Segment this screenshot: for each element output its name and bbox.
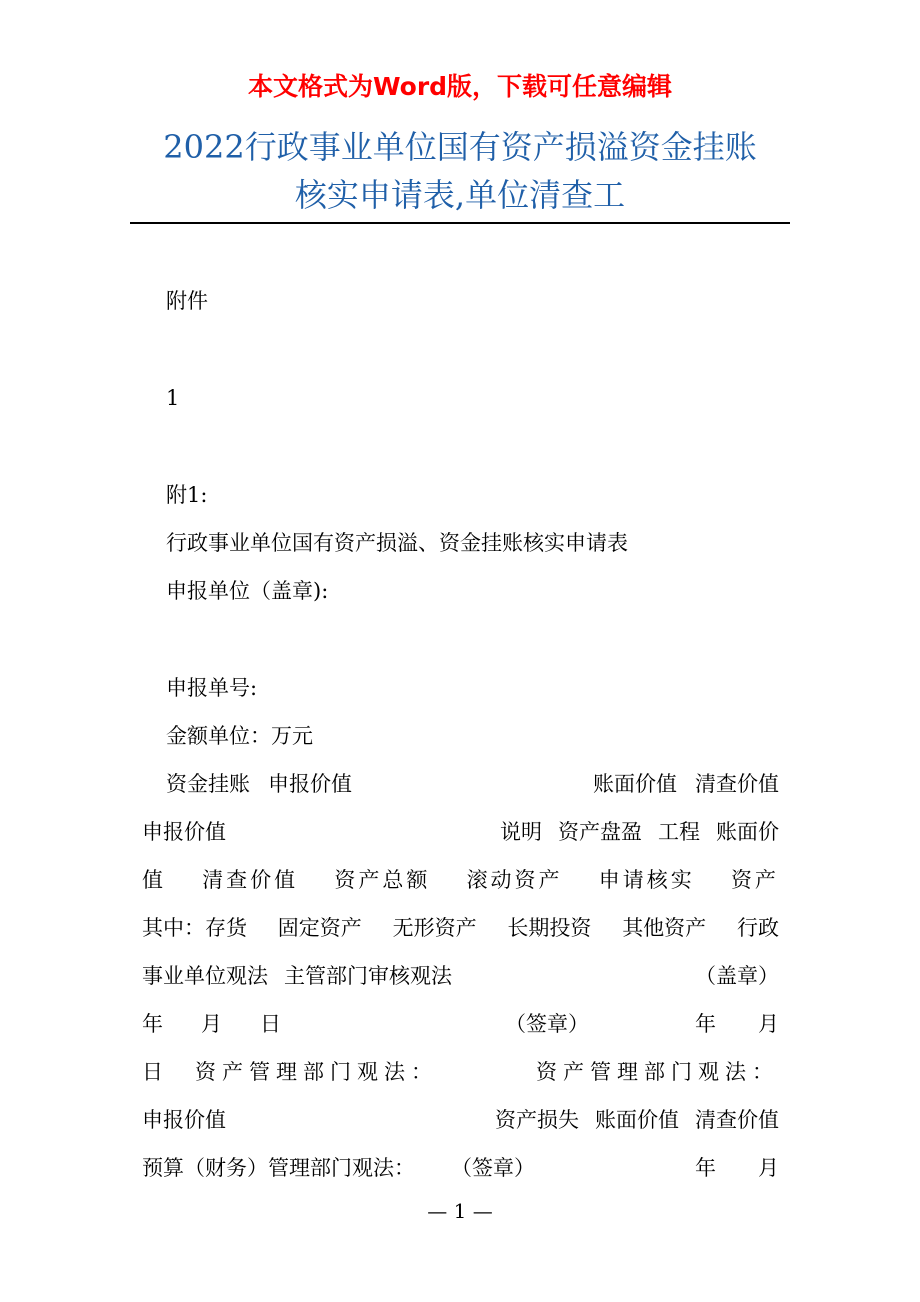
table-text-fragment: 日 bbox=[142, 1060, 169, 1084]
table-text-fragment: 申报价值 bbox=[142, 1108, 226, 1132]
table-text-fragment: 资产盘盈 bbox=[558, 820, 642, 844]
table-text-fragment: 长期投资 bbox=[507, 916, 592, 940]
table-text-fragment: 日 bbox=[260, 1012, 281, 1036]
table-text-fragment: 资产管理部门观法： bbox=[195, 1060, 438, 1084]
table-text-fragment: 账面价值 bbox=[595, 1108, 679, 1132]
table-text-line bbox=[142, 1009, 779, 1039]
table-text-fragment: 值 bbox=[142, 868, 166, 892]
table-text-fragment: 资产总额 bbox=[334, 868, 431, 892]
table-text-fragment: 资金挂账 bbox=[166, 772, 250, 796]
table-text-fragment: 说明 bbox=[500, 820, 542, 844]
table-text-fragment: 月 bbox=[201, 1012, 222, 1036]
table-text-fragment: 无形资产 bbox=[392, 916, 477, 940]
table-text-fragment: 工程 bbox=[658, 820, 700, 844]
table-text-fragment: （盖章） bbox=[695, 964, 779, 988]
table-text-fragment: 年 bbox=[695, 1156, 716, 1180]
table-text-fragment: 其中：存货 bbox=[142, 916, 247, 940]
table-text-fragment: 年 bbox=[142, 1012, 163, 1036]
table-text-fragment: 账面价值 bbox=[593, 772, 677, 796]
page-number: — 1 — bbox=[427, 1199, 493, 1223]
table-text-fragment: 事业单位观法 bbox=[142, 964, 268, 988]
application-number-line: 申报单号: bbox=[166, 676, 258, 700]
table-text-fragment: 其他资产 bbox=[622, 916, 707, 940]
table-text-fragment: 月 bbox=[758, 1012, 779, 1036]
document-title-line-2: 核实申请表,单位清查工 bbox=[294, 176, 626, 214]
document-title bbox=[130, 123, 790, 219]
appendix-label: 附1: bbox=[166, 483, 208, 507]
table-text-fragment: 行政 bbox=[736, 916, 779, 940]
table-text-line bbox=[142, 817, 779, 847]
table-text-fragment: 主管部门审核观法 bbox=[284, 964, 452, 988]
form-title: 行政事业单位国有资产损溢、资金挂账核实申请表 bbox=[166, 531, 628, 555]
table-text-line bbox=[142, 961, 779, 991]
table-text-line bbox=[142, 1105, 779, 1135]
table-text-line bbox=[142, 1153, 779, 1183]
table-text-fragment: 申报价值 bbox=[268, 772, 352, 796]
table-text-fragment: 清查价值 bbox=[695, 772, 779, 796]
table-text-fragment: 固定资产 bbox=[277, 916, 362, 940]
amount-unit-line: 金额单位：万元 bbox=[166, 724, 313, 748]
table-text-line bbox=[142, 865, 779, 895]
attachment-label: 附件 bbox=[166, 289, 208, 313]
table-text-fragment: 申请核实 bbox=[598, 868, 695, 892]
title-divider bbox=[130, 222, 790, 224]
table-text-fragment: 清查价值 bbox=[695, 1108, 779, 1132]
applicant-unit-line: 申报单位（盖章): bbox=[166, 579, 329, 603]
attachment-number: 1 bbox=[166, 386, 180, 410]
table-text-fragment: 申报价值 bbox=[142, 820, 226, 844]
document-title-line-1: 2022行政事业单位国有资产损溢资金挂账 bbox=[163, 128, 757, 166]
table-text-fragment: 账面价 bbox=[716, 820, 779, 844]
table-text-fragment: 预算（财务）管理部门观法： bbox=[142, 1156, 415, 1180]
table-text-line bbox=[142, 913, 779, 943]
table-text-fragment: 清查价值 bbox=[202, 868, 299, 892]
table-text-fragment: 滚动资产 bbox=[466, 868, 563, 892]
table-text-fragment: （签章） bbox=[505, 1012, 589, 1036]
table-text-fragment: 资产损失 bbox=[495, 1108, 579, 1132]
table-text-fragment: 月 bbox=[758, 1156, 779, 1180]
table-text-line bbox=[142, 1057, 779, 1087]
table-text-line bbox=[166, 769, 779, 799]
table-text-fragment: （签章） bbox=[451, 1156, 535, 1180]
table-text-fragment: 资产管理部门观法： bbox=[536, 1060, 779, 1084]
table-text-fragment: 资产 bbox=[730, 868, 779, 892]
table-text-fragment: 年 bbox=[695, 1012, 716, 1036]
download-notice-banner: 本文格式为Word版，下载可任意编辑 bbox=[247, 72, 673, 101]
